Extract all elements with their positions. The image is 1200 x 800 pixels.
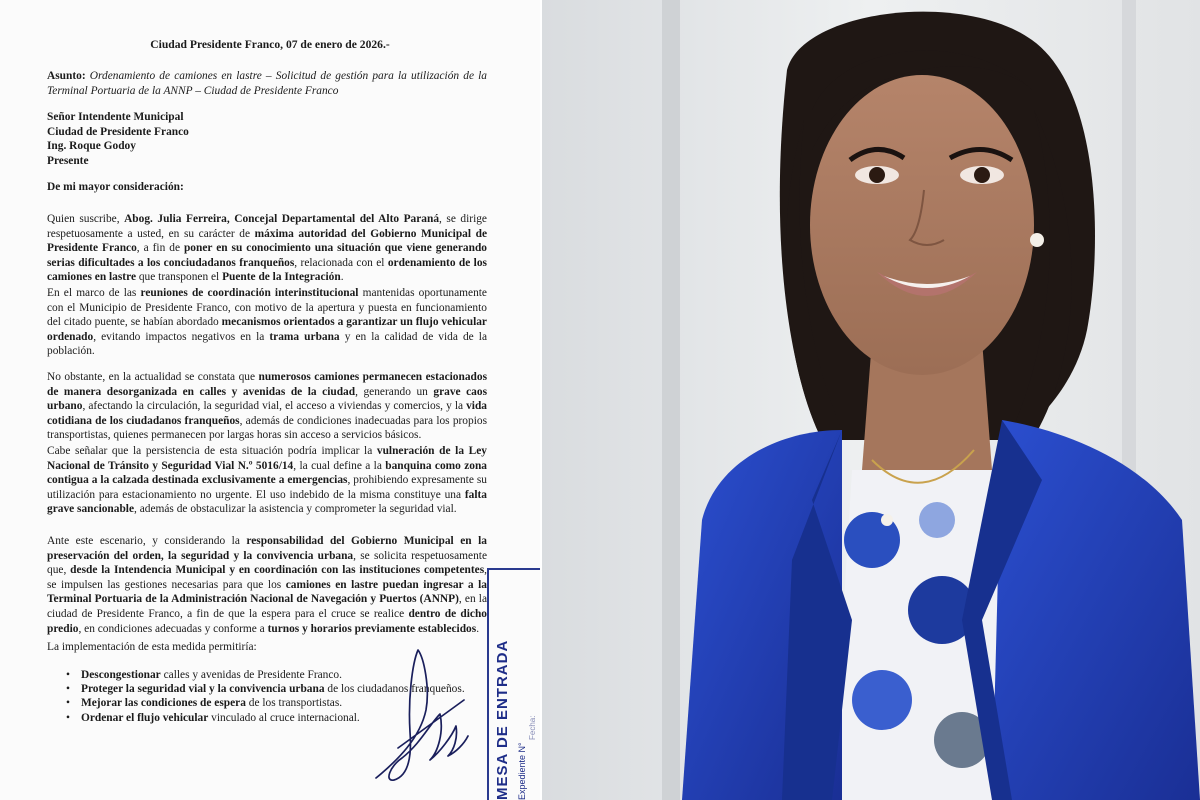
body-paragraph-5: Ante este escenario, y considerando la responsabilidad del Gobierno Municipal en la preservación del orden, la seguridad y la convivencia urbana, se solicita respetuosamente que, desde la Intendencia Municipal y en coordinación con las instituciones competentes, se impulsen las gestiones necesarias para que los camiones en lastre puedan ingresar a la Terminal Portuaria de la Administración Nacional de Navegación y Puertos (ANNP), en la ciudad de Presidente Franco, a fin de que la espera para el cruce se realice dentro de dicho predio, en condiciones adecuadas y conforme a turnos y horarios previamente establecidos. xyxy=(47,535,488,635)
subject-label: Asunto: xyxy=(47,70,86,82)
body-paragraph-4: Cabe señalar que la persistencia de esta situación podría implicar la vulneración de la Ley Nacional de Tránsito y Seguridad Vial N.º 5016/14, la cual define a la banquina como zona contigua a la calzada destinada exclusivamente a emergencias, prohibiendo expresamente su utilización para estacionamiento no urgente. El uso indebido de la misma constituye una falta grave sancionable, además de obstaculizar la asistencia y comprometer la seguridad vial. xyxy=(47,445,487,516)
stamp-title: MESA DE ENTRADA xyxy=(494,639,511,800)
recipient-block xyxy=(47,110,487,168)
date-line: Ciudad Presidente Franco, 07 de enero de 2026.- xyxy=(150,38,390,51)
portrait-illustration xyxy=(542,0,1200,800)
list-item: • Mejorar las condiciones de espera de los transportistas. xyxy=(66,696,506,710)
portrait-photo xyxy=(542,0,1200,800)
handwritten-signature xyxy=(368,640,478,790)
subject-text: Ordenamiento de camiones en lastre – Solicitud de gestión para la utilización de la Terminal Portuaria de la ANNP – Ciudad de Presidente Franco xyxy=(47,70,487,97)
body-paragraph-3: No obstante, en la actualidad se constata que numerosos camiones permanecen estacionados de manera desorganizada en calles y avenidas de la ciudad, generando un grave caos urbano, afectando la circulación, la seguridad vial, el acceso a viviendas y comercios, y la vida cotidiana de los ciudadanos franqueños, además de condiciones inadecuadas para los propios transportistas, quienes permanecen por largas horas sin acceso a servicios básicos. xyxy=(47,371,488,442)
recipient-line: Presente xyxy=(47,154,89,167)
body-paragraph-6: La implementación de esta medida permitiría: xyxy=(47,641,257,653)
stamp-expediente: Expediente N° xyxy=(517,742,527,800)
list-item: • Proteger la seguridad vial y la convivencia urbana de los ciudadanos franqueños. xyxy=(66,682,506,696)
recipient-line: Ciudad de Presidente Franco xyxy=(47,125,189,138)
list-item: • Ordenar el flujo vehicular vinculado al cruce internacional. xyxy=(66,711,506,725)
body-paragraph-1: Quien suscribe, Abog. Julia Ferreira, Concejal Departamental del Alto Paraná, se dirige respetuosamente a usted, en su carácter de máxima autoridad del Gobierno Municipal de Presidente Franco, a fin de poner en su conocimiento una situación que viene generando serias dificultades a los conciudadanos franqueños, relacionada con el ordenamiento de los camiones en lastre que transponen el Puente de la Integración. xyxy=(47,213,488,284)
body-paragraph-2: En el marco de las reuniones de coordinación interinstitucional mantenidas oportunamente con el Municipio de Presidente Franco, con motivo de la apertura y puesta en funcionamiento del citado puente, se habían abordado mecanismos orientados a garantizar un flujo vehicular ordenado, evitando impactos negativos en la trama urbana y en la calidad de vida de la población. xyxy=(47,287,488,358)
recipient-line: Ing. Roque Godoy xyxy=(47,140,136,153)
letter-document xyxy=(0,0,540,800)
recipient-line: Señor Intendente Municipal xyxy=(47,111,184,123)
stamp-date-label: Fecha: xyxy=(528,715,537,740)
greeting: De mi mayor consideración: xyxy=(47,181,184,193)
list-item: • Descongestionar calles y avenidas de Presidente Franco. xyxy=(66,668,506,682)
subject-paragraph xyxy=(47,69,487,98)
